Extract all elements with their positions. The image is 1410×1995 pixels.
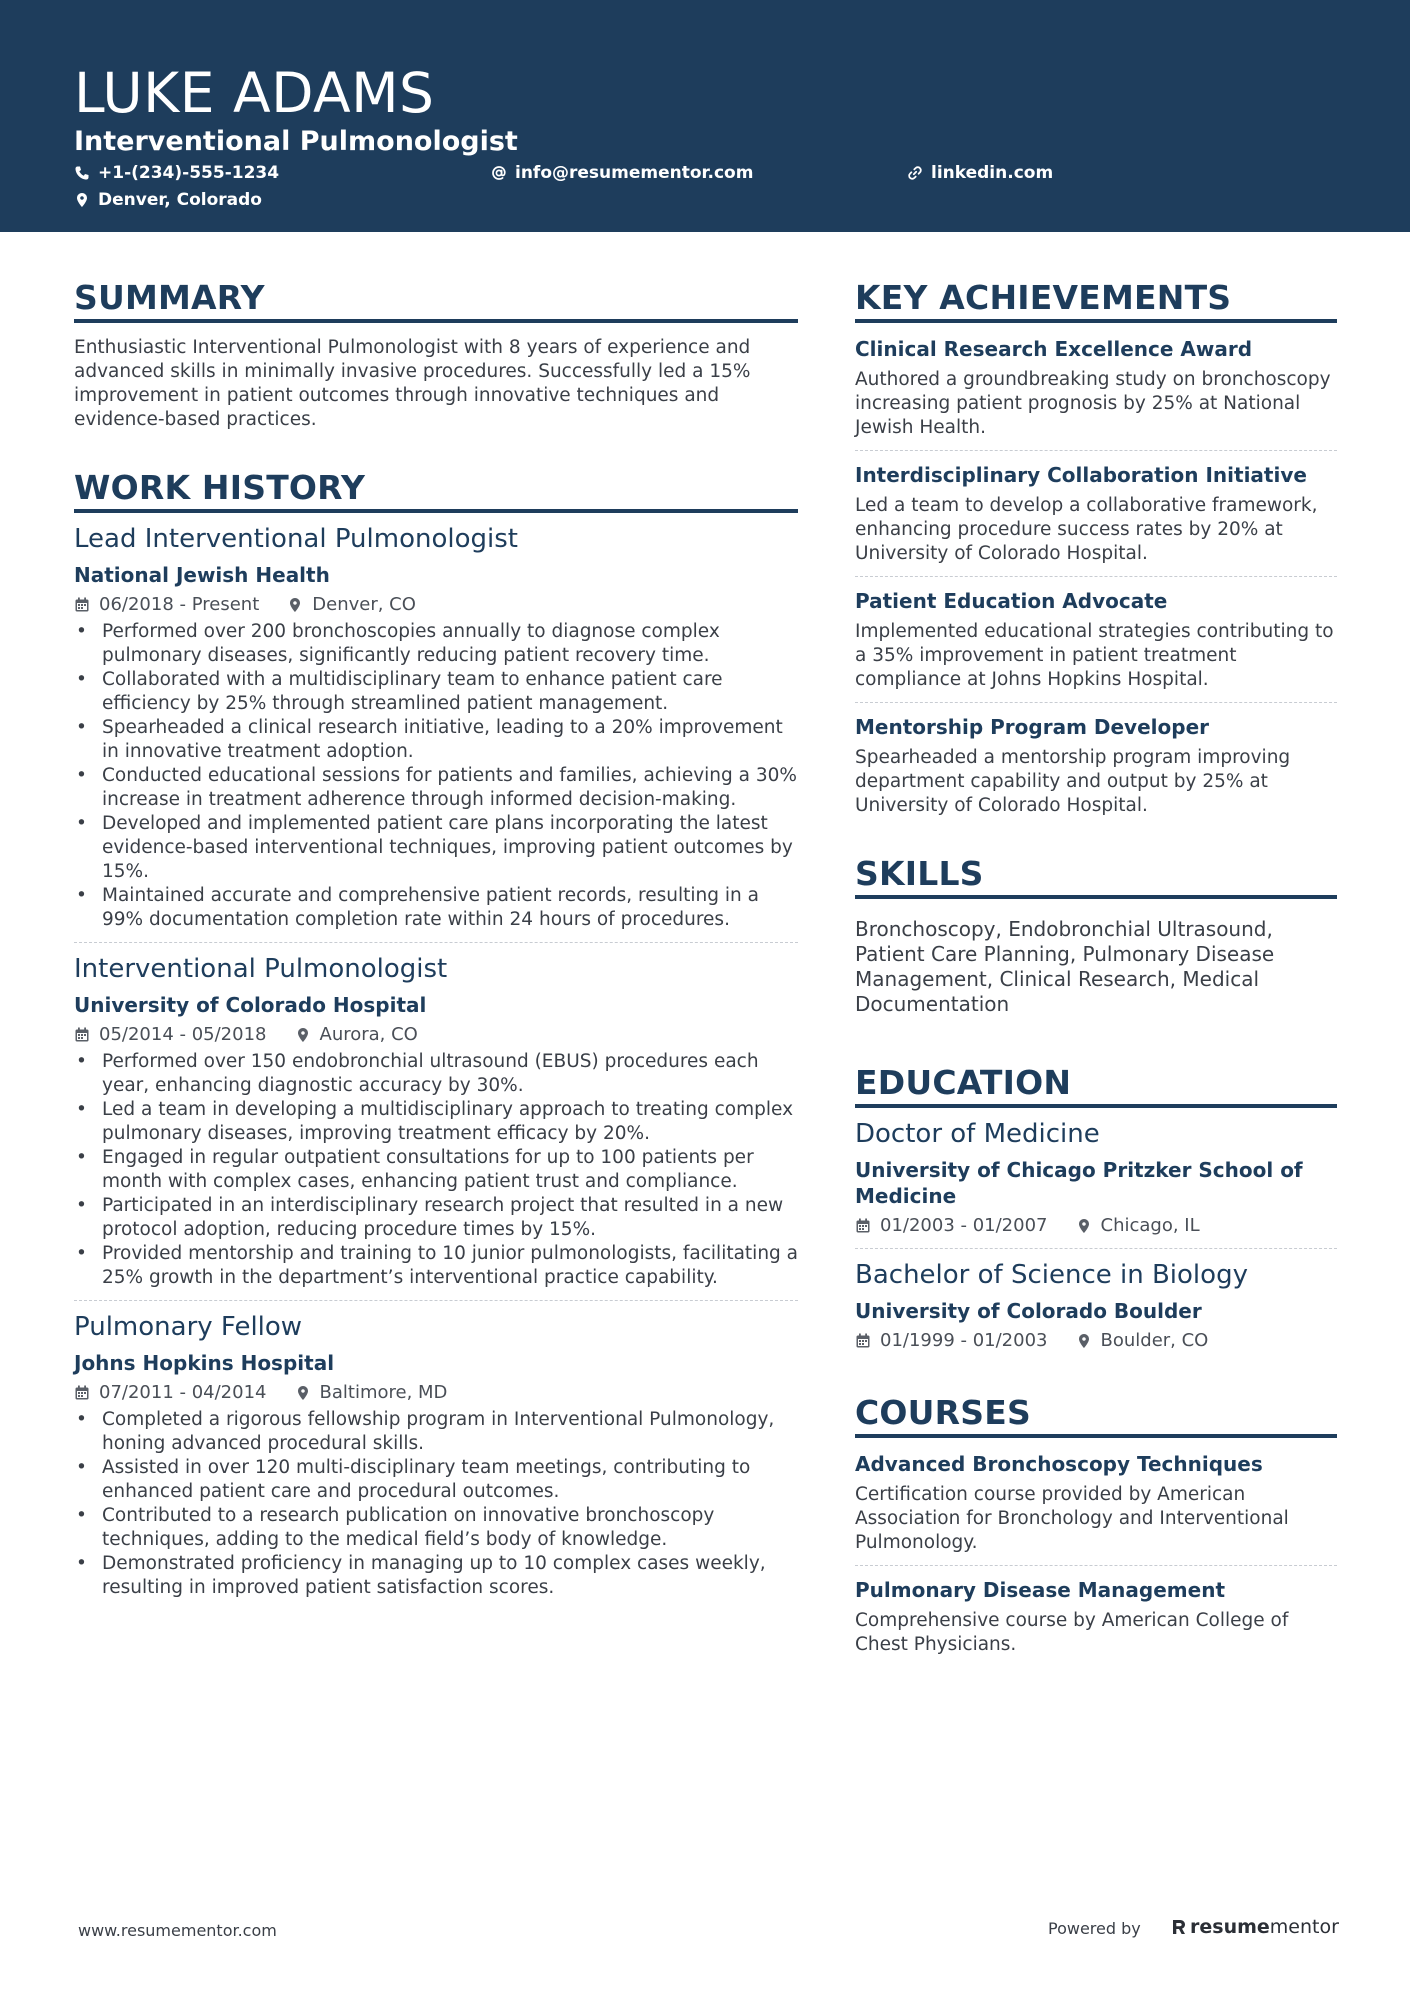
calendar-icon xyxy=(74,1385,90,1401)
location-pin-icon xyxy=(1076,1218,1092,1234)
job-meta xyxy=(74,1381,798,1405)
skills-text: Bronchoscopy, Endobronchial Ultrasound, Patient Care Planning, Pulmonary Disease Management, Clinical Research, Medical Documentation xyxy=(855,917,1275,1016)
job-meta xyxy=(74,1023,798,1047)
education-item xyxy=(855,1118,1337,1249)
course-item xyxy=(855,1451,1337,1566)
entry-divider xyxy=(855,702,1337,703)
job-bullet: • Participated in an interdisciplinary research project that resulted in a new protocol adoption, reducing procedure times by 15%. xyxy=(74,1194,798,1242)
education-location: Chicago, IL xyxy=(1100,1215,1200,1236)
job-location: Denver, CO xyxy=(312,594,416,615)
linkedin-text: linkedin.com xyxy=(931,163,1054,183)
location-pin-icon xyxy=(1076,1333,1092,1349)
job-bullet: • Maintained accurate and comprehensive patient records, resulting in a 99% documentation completion rate within 24 hours of procedures. xyxy=(74,884,798,932)
phone-icon xyxy=(74,165,90,181)
location-pin-icon xyxy=(74,192,90,208)
school-name: University of Chicago Pritzker School of Medicine xyxy=(855,1158,1303,1208)
location-pin-icon xyxy=(287,597,303,613)
work-history-section xyxy=(74,468,798,1600)
work-history-heading: WORK HISTORY xyxy=(74,468,798,513)
footer-brand-logo[interactable] xyxy=(1172,1914,1339,1940)
achievements-heading: KEY ACHIEVEMENTS xyxy=(855,278,1337,323)
job-title: Lead Interventional Pulmonologist xyxy=(74,524,518,554)
education-meta xyxy=(855,1214,1337,1238)
job-meta xyxy=(74,593,798,617)
resume-header xyxy=(0,0,1410,232)
calendar-icon xyxy=(855,1218,871,1234)
achievement-title: Patient Education Advocate xyxy=(855,589,1168,613)
company-name: Johns Hopkins Hospital xyxy=(74,1351,335,1375)
contact-location xyxy=(74,189,262,211)
footer-powered-by: Powered by xyxy=(1048,1919,1141,1938)
job-bullet: • Led a team in developing a multidisciplinary approach to treating complex pulmonary diseases, improving treatment efficacy by 20%. xyxy=(74,1098,798,1146)
location-text: Denver, Colorado xyxy=(98,190,262,210)
entry-divider xyxy=(74,942,798,943)
achievements-section xyxy=(855,278,1337,818)
achievement-item xyxy=(855,588,1337,703)
summary-heading: SUMMARY xyxy=(74,278,798,323)
job-dates: 05/2014 - 05/2018 xyxy=(99,1024,267,1045)
course-title: Pulmonary Disease Management xyxy=(855,1578,1225,1602)
entry-divider xyxy=(855,1248,1337,1249)
course-desc: Comprehensive course by American College of Chest Physicians. xyxy=(855,1610,1289,1655)
job-bullet: • Conducted educational sessions for patients and families, achieving a 30% increase in treatment adherence through informed decision-making. xyxy=(74,764,798,812)
entry-divider xyxy=(74,1300,798,1301)
job-bullet: • Developed and implemented patient care plans incorporating the latest evidence-based interventional techniques, improving patient outcomes by 15%. xyxy=(74,812,798,884)
job-bullet: • Demonstrated proficiency in managing up to 10 complex cases weekly, resulting in improved patient satisfaction scores. xyxy=(74,1552,798,1600)
job-bullet: • Spearheaded a clinical research initiative, leading to a 20% improvement in innovative treatment adoption. xyxy=(74,716,798,764)
job-dates: 06/2018 - Present xyxy=(99,594,260,615)
company-name: University of Colorado Hospital xyxy=(74,993,427,1017)
job-bullet: • Completed a rigorous fellowship program in Interventional Pulmonology, honing advanced procedural skills. xyxy=(74,1408,798,1456)
achievement-title: Clinical Research Excellence Award xyxy=(855,337,1253,361)
job-entry xyxy=(74,523,798,943)
brand-name-bold: resume xyxy=(1190,1916,1270,1938)
entry-divider xyxy=(855,576,1337,577)
achievement-desc: Authored a groundbreaking study on bronchoscopy increasing patient prognosis by 25% at National Jewish Health. xyxy=(855,369,1331,438)
achievement-desc: Spearheaded a mentorship program improving department capability and output by 25% at University of Colorado Hospital. xyxy=(855,747,1291,816)
achievement-item xyxy=(855,336,1337,451)
job-bullets xyxy=(74,1050,798,1290)
course-item xyxy=(855,1577,1337,1657)
job-bullet: • Performed over 200 bronchoscopies annually to diagnose complex pulmonary diseases, significantly reducing patient recovery time. xyxy=(74,620,798,668)
footer-website-link[interactable]: www.resumementor.com xyxy=(78,1921,277,1940)
courses-section xyxy=(855,1393,1337,1657)
calendar-icon xyxy=(74,597,90,613)
school-name: University of Colorado Boulder xyxy=(855,1299,1202,1323)
job-bullets xyxy=(74,620,798,932)
education-dates: 01/2003 - 01/2007 xyxy=(880,1215,1048,1236)
at-icon xyxy=(491,165,507,181)
summary-section xyxy=(74,278,798,432)
education-dates: 01/1999 - 01/2003 xyxy=(880,1330,1048,1351)
contact-phone[interactable] xyxy=(74,162,279,184)
job-bullet: • Engaged in regular outpatient consultations for up to 100 patients per month with complex cases, enhancing patient trust and compliance. xyxy=(74,1146,798,1194)
achievement-title: Interdisciplinary Collaboration Initiative xyxy=(855,463,1307,487)
job-entry xyxy=(74,953,798,1301)
education-section xyxy=(855,1063,1337,1353)
courses-heading: COURSES xyxy=(855,1393,1337,1438)
job-title: Interventional Pulmonologist xyxy=(74,954,448,984)
email-text: info@resumementor.com xyxy=(515,163,754,183)
resumementor-logo-icon xyxy=(1172,1918,1186,1936)
job-location: Aurora, CO xyxy=(319,1024,418,1045)
job-entry xyxy=(74,1311,798,1600)
skills-section xyxy=(855,854,1337,1017)
job-title: Pulmonary Fellow xyxy=(74,1312,303,1342)
candidate-role: Interventional Pulmonologist xyxy=(74,126,518,157)
contact-email[interactable] xyxy=(491,162,753,184)
job-dates: 07/2011 - 04/2014 xyxy=(99,1382,267,1403)
link-icon xyxy=(907,165,923,181)
phone-text: +1-(234)-555-1234 xyxy=(98,163,280,183)
course-desc: Certification course provided by American Association for Bronchology and Interventional Pulmonology. xyxy=(855,1484,1289,1553)
job-bullets xyxy=(74,1408,798,1600)
left-column xyxy=(74,278,798,1600)
education-heading: EDUCATION xyxy=(855,1063,1337,1108)
job-location: Baltimore, MD xyxy=(319,1382,448,1403)
achievement-item xyxy=(855,714,1337,818)
achievement-desc: Implemented educational strategies contributing to a 35% improvement in patient treatment compliance at Johns Hopkins Hospital. xyxy=(855,621,1334,690)
summary-text: Enthusiastic Interventional Pulmonologist with 8 years of experience and advanced skills in minimally invasive procedures. Successfully led a 15% improvement in patient outcomes through innovative techniques and evidence-based practices. xyxy=(74,337,751,430)
education-location: Boulder, CO xyxy=(1100,1330,1209,1351)
entry-divider xyxy=(855,450,1337,451)
job-bullet: • Assisted in over 120 multi-disciplinary team meetings, contributing to enhanced patient care and procedural outcomes. xyxy=(74,1456,798,1504)
degree-title: Bachelor of Science in Biology xyxy=(855,1260,1248,1290)
contact-linkedin[interactable] xyxy=(907,162,1053,184)
achievement-desc: Led a team to develop a collaborative framework, enhancing procedure success rates by 20% at University of Colorado Hospital. xyxy=(855,495,1318,564)
job-bullet: • Contributed to a research publication on innovative bronchoscopy techniques, adding to the medical field’s body of knowledge. xyxy=(74,1504,798,1552)
location-pin-icon xyxy=(295,1385,311,1401)
brand-name-light: mentor xyxy=(1269,1916,1339,1938)
candidate-name: LUKE ADAMS xyxy=(74,61,435,125)
job-bullet: • Collaborated with a multidisciplinary team to enhance patient care efficiency by 25% through streamlined patient management. xyxy=(74,668,798,716)
achievement-item xyxy=(855,462,1337,577)
right-column xyxy=(855,278,1337,1657)
calendar-icon xyxy=(74,1027,90,1043)
achievement-title: Mentorship Program Developer xyxy=(855,715,1209,739)
degree-title: Doctor of Medicine xyxy=(855,1119,1100,1149)
education-meta xyxy=(855,1329,1337,1353)
job-bullet: • Performed over 150 endobronchial ultrasound (EBUS) procedures each year, enhancing diagnostic accuracy by 30%. xyxy=(74,1050,798,1098)
company-name: National Jewish Health xyxy=(74,563,330,587)
location-pin-icon xyxy=(295,1027,311,1043)
education-item xyxy=(855,1259,1337,1353)
skills-heading: SKILLS xyxy=(855,854,1337,899)
job-bullet: • Provided mentorship and training to 10 junior pulmonologists, facilitating a 25% growth in the department’s interventional practice capability. xyxy=(74,1242,798,1290)
entry-divider xyxy=(855,1565,1337,1566)
course-title: Advanced Bronchoscopy Techniques xyxy=(855,1452,1263,1476)
calendar-icon xyxy=(855,1333,871,1349)
